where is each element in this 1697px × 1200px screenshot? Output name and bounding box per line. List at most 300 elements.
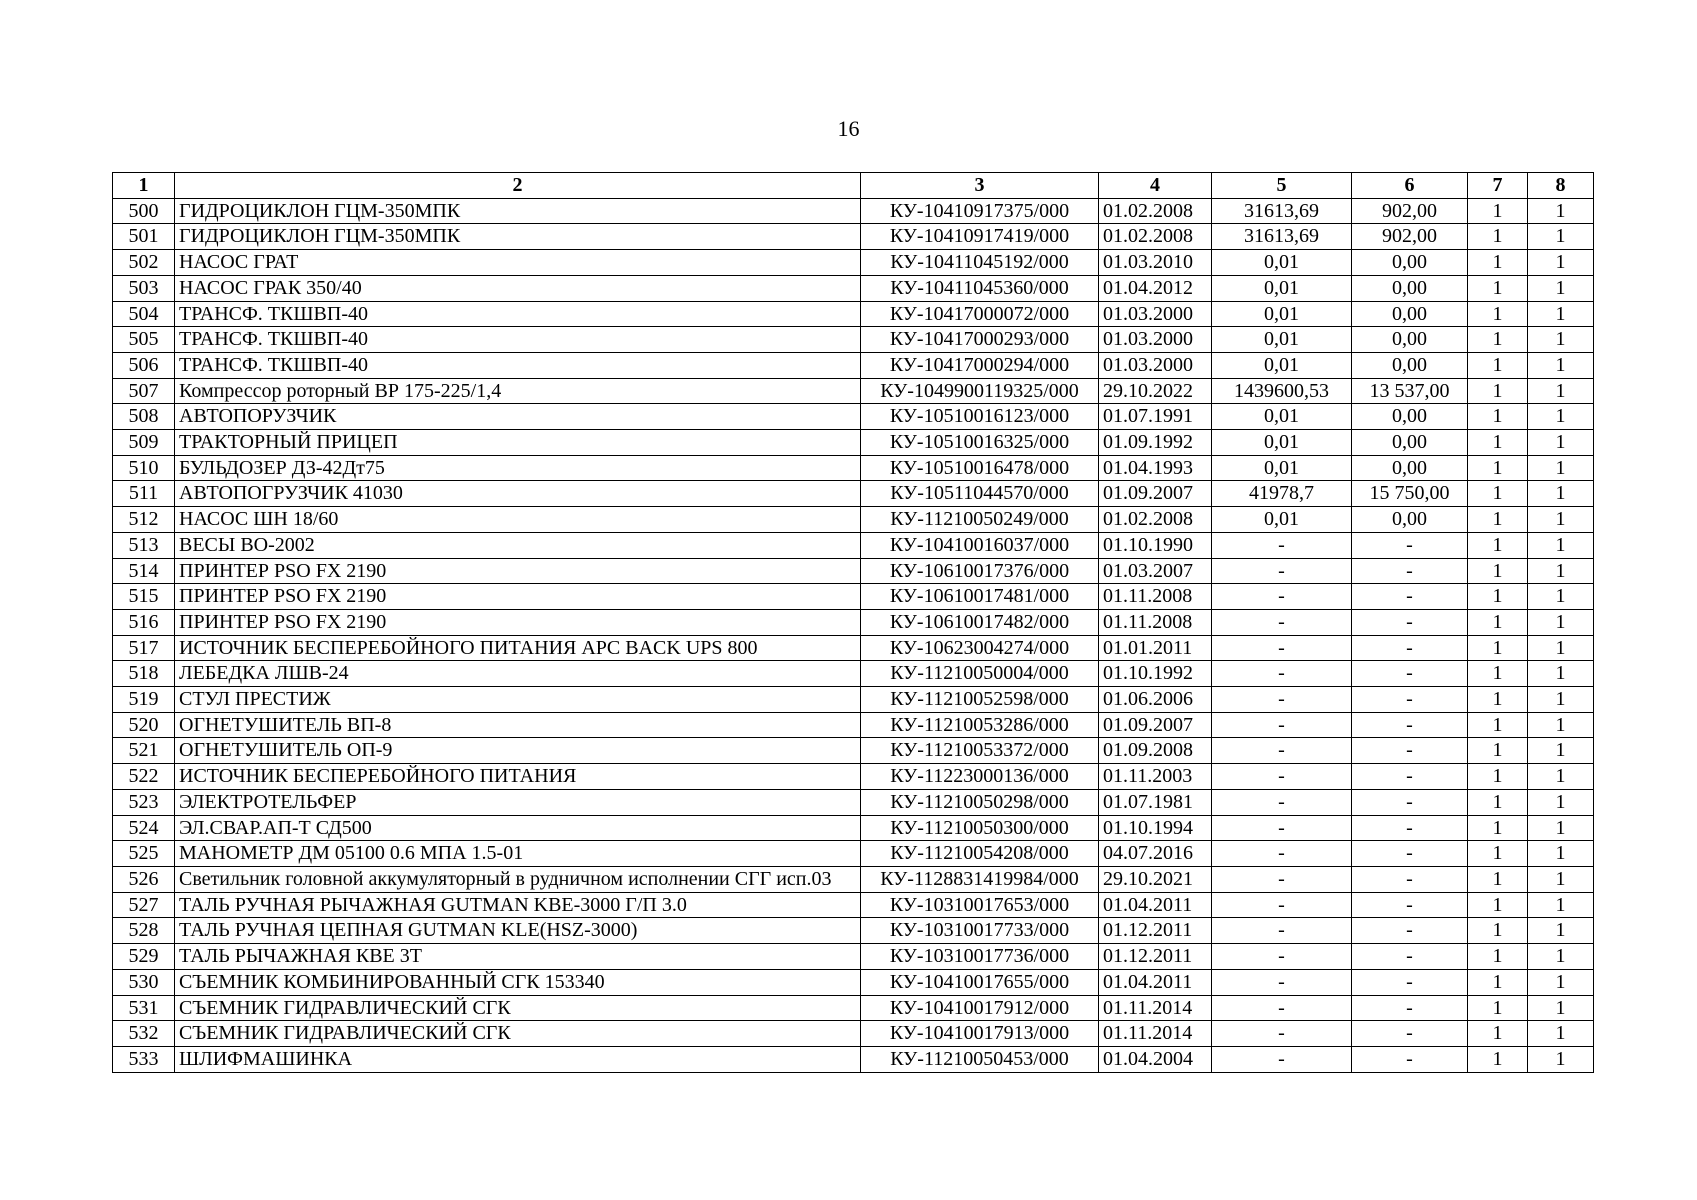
value-col-8: 1 [1528, 1021, 1594, 1047]
date: 01.09.1992 [1099, 430, 1212, 456]
inventory-code: КУ-10410016037/000 [861, 532, 1099, 558]
value-col-8: 1 [1528, 918, 1594, 944]
value-col-6: - [1352, 558, 1468, 584]
row-number: 501 [113, 224, 175, 250]
value-col-5: 1439600,53 [1212, 378, 1352, 404]
value-col-7: 1 [1468, 198, 1528, 224]
table-row [113, 789, 1594, 815]
value-col-7: 1 [1468, 918, 1528, 944]
value-col-8: 1 [1528, 224, 1594, 250]
value-col-6: - [1352, 1021, 1468, 1047]
table-row [113, 507, 1594, 533]
value-col-5: - [1212, 995, 1352, 1021]
header-col-1: 1 [113, 173, 175, 199]
row-number: 522 [113, 764, 175, 790]
value-col-7: 1 [1468, 609, 1528, 635]
value-col-6: 0,00 [1352, 455, 1468, 481]
date: 01.01.2011 [1099, 635, 1212, 661]
value-col-7: 1 [1468, 250, 1528, 276]
row-number: 525 [113, 841, 175, 867]
row-number: 530 [113, 969, 175, 995]
value-col-7: 1 [1468, 892, 1528, 918]
item-name: ЭЛ.СВАР.АП-Т СД500 [175, 815, 861, 841]
value-col-7: 1 [1468, 969, 1528, 995]
inventory-code: КУ-11210050298/000 [861, 789, 1099, 815]
inventory-code: КУ-10610017482/000 [861, 609, 1099, 635]
value-col-6: - [1352, 815, 1468, 841]
table-row [113, 301, 1594, 327]
value-col-6: - [1352, 995, 1468, 1021]
table-row [113, 918, 1594, 944]
row-number: 524 [113, 815, 175, 841]
value-col-5: - [1212, 712, 1352, 738]
value-col-7: 1 [1468, 532, 1528, 558]
value-col-7: 1 [1468, 815, 1528, 841]
date: 01.11.2014 [1099, 995, 1212, 1021]
row-number: 514 [113, 558, 175, 584]
item-name: Компрессор роторный ВР 175-225/1,4 [175, 378, 861, 404]
item-name: ВЕСЫ ВО-2002 [175, 532, 861, 558]
value-col-5: - [1212, 841, 1352, 867]
table-row [113, 841, 1594, 867]
table-row [113, 687, 1594, 713]
value-col-7: 1 [1468, 455, 1528, 481]
row-number: 531 [113, 995, 175, 1021]
value-col-5: - [1212, 918, 1352, 944]
date: 01.07.1991 [1099, 404, 1212, 430]
value-col-6: - [1352, 712, 1468, 738]
value-col-5: - [1212, 969, 1352, 995]
date: 01.10.1994 [1099, 815, 1212, 841]
value-col-8: 1 [1528, 198, 1594, 224]
inventory-code: КУ-10417000293/000 [861, 327, 1099, 353]
value-col-6: 902,00 [1352, 224, 1468, 250]
value-col-5: 0,01 [1212, 250, 1352, 276]
date: 01.04.2004 [1099, 1046, 1212, 1072]
value-col-7: 1 [1468, 404, 1528, 430]
row-number: 509 [113, 430, 175, 456]
item-name: АВТОПОРУЗЧИК [175, 404, 861, 430]
value-col-6: - [1352, 789, 1468, 815]
value-col-7: 1 [1468, 1021, 1528, 1047]
row-number: 527 [113, 892, 175, 918]
row-number: 510 [113, 455, 175, 481]
date: 01.11.2003 [1099, 764, 1212, 790]
date: 01.12.2011 [1099, 918, 1212, 944]
date: 01.04.2011 [1099, 969, 1212, 995]
item-name: ТРАНСФ. ТКШВП-40 [175, 352, 861, 378]
item-name: СТУЛ ПРЕСТИЖ [175, 687, 861, 713]
row-number: 515 [113, 584, 175, 610]
value-col-6: - [1352, 661, 1468, 687]
value-col-8: 1 [1528, 584, 1594, 610]
inventory-code: КУ-10410017912/000 [861, 995, 1099, 1021]
table-row [113, 969, 1594, 995]
value-col-5: 41978,7 [1212, 481, 1352, 507]
row-number: 516 [113, 609, 175, 635]
value-col-7: 1 [1468, 738, 1528, 764]
value-col-7: 1 [1468, 558, 1528, 584]
table-row [113, 430, 1594, 456]
value-col-6: 0,00 [1352, 327, 1468, 353]
value-col-7: 1 [1468, 301, 1528, 327]
value-col-5: 0,01 [1212, 327, 1352, 353]
value-col-6: 0,00 [1352, 404, 1468, 430]
value-col-5: 0,01 [1212, 507, 1352, 533]
inventory-code: КУ-10510016478/000 [861, 455, 1099, 481]
inventory-code: КУ-11210050453/000 [861, 1046, 1099, 1072]
value-col-6: 0,00 [1352, 301, 1468, 327]
inventory-code: КУ-10410017913/000 [861, 1021, 1099, 1047]
table-row [113, 584, 1594, 610]
value-col-5: - [1212, 764, 1352, 790]
table-row [113, 944, 1594, 970]
value-col-8: 1 [1528, 455, 1594, 481]
date: 01.11.2008 [1099, 609, 1212, 635]
value-col-6: - [1352, 609, 1468, 635]
value-col-6: - [1352, 764, 1468, 790]
value-col-6: 0,00 [1352, 275, 1468, 301]
value-col-5: - [1212, 1046, 1352, 1072]
value-col-5: - [1212, 944, 1352, 970]
row-number: 518 [113, 661, 175, 687]
header-col-7: 7 [1468, 173, 1528, 199]
table-row [113, 352, 1594, 378]
value-col-5: 0,01 [1212, 275, 1352, 301]
item-name: НАСОС ГРАТ [175, 250, 861, 276]
value-col-8: 1 [1528, 1046, 1594, 1072]
value-col-8: 1 [1528, 738, 1594, 764]
value-col-5: 0,01 [1212, 430, 1352, 456]
row-number: 504 [113, 301, 175, 327]
date: 01.03.2000 [1099, 352, 1212, 378]
table-row [113, 1046, 1594, 1072]
row-number: 520 [113, 712, 175, 738]
value-col-8: 1 [1528, 969, 1594, 995]
inventory-code: КУ-10623004274/000 [861, 635, 1099, 661]
value-col-7: 1 [1468, 764, 1528, 790]
date: 01.04.1993 [1099, 455, 1212, 481]
table-row [113, 250, 1594, 276]
value-col-5: - [1212, 532, 1352, 558]
inventory-code: КУ-10417000072/000 [861, 301, 1099, 327]
value-col-8: 1 [1528, 764, 1594, 790]
value-col-6: 0,00 [1352, 250, 1468, 276]
table-row [113, 404, 1594, 430]
item-name: ПРИНТЕР PSO FX 2190 [175, 584, 861, 610]
value-col-5: - [1212, 892, 1352, 918]
header-col-3: 3 [861, 173, 1099, 199]
date: 01.11.2008 [1099, 584, 1212, 610]
value-col-6: - [1352, 866, 1468, 892]
row-number: 529 [113, 944, 175, 970]
value-col-8: 1 [1528, 301, 1594, 327]
item-name: МАНОМЕТР ДМ 05100 0.6 МПА 1.5-01 [175, 841, 861, 867]
inventory-code: КУ-10417000294/000 [861, 352, 1099, 378]
table-row [113, 455, 1594, 481]
header-col-5: 5 [1212, 173, 1352, 199]
item-name: ОГНЕТУШИТЕЛЬ ОП-9 [175, 738, 861, 764]
inventory-code: КУ-11210050004/000 [861, 661, 1099, 687]
row-number: 502 [113, 250, 175, 276]
value-col-7: 1 [1468, 866, 1528, 892]
value-col-5: - [1212, 789, 1352, 815]
header-col-8: 8 [1528, 173, 1594, 199]
item-name: ИСТОЧНИК БЕСПЕРЕБОЙНОГО ПИТАНИЯ APC BACK UPS 800 [175, 635, 861, 661]
date: 04.07.2016 [1099, 841, 1212, 867]
value-col-7: 1 [1468, 789, 1528, 815]
inventory-code: КУ-10310017653/000 [861, 892, 1099, 918]
value-col-8: 1 [1528, 635, 1594, 661]
row-number: 517 [113, 635, 175, 661]
date: 01.03.2007 [1099, 558, 1212, 584]
header-col-2: 2 [175, 173, 861, 199]
date: 01.11.2014 [1099, 1021, 1212, 1047]
inventory-code: КУ-10411045360/000 [861, 275, 1099, 301]
table-row [113, 738, 1594, 764]
value-col-8: 1 [1528, 712, 1594, 738]
table-row [113, 712, 1594, 738]
value-col-5: - [1212, 738, 1352, 764]
value-col-8: 1 [1528, 250, 1594, 276]
item-name: ТАЛЬ РЫЧАЖНАЯ КВЕ 3Т [175, 944, 861, 970]
value-col-8: 1 [1528, 481, 1594, 507]
date: 01.09.2007 [1099, 712, 1212, 738]
value-col-5: 0,01 [1212, 404, 1352, 430]
date: 01.02.2008 [1099, 198, 1212, 224]
value-col-8: 1 [1528, 995, 1594, 1021]
value-col-6: - [1352, 892, 1468, 918]
value-col-8: 1 [1528, 275, 1594, 301]
item-name: СЪЕМНИК ГИДРАВЛИЧЕСКИЙ СГК [175, 995, 861, 1021]
item-name: НАСОС ШН 18/60 [175, 507, 861, 533]
date: 29.10.2022 [1099, 378, 1212, 404]
item-name: ГИДРОЦИКЛОН ГЦМ-350МПК [175, 224, 861, 250]
row-number: 507 [113, 378, 175, 404]
inventory-code: КУ-11210053372/000 [861, 738, 1099, 764]
value-col-8: 1 [1528, 892, 1594, 918]
inventory-code: КУ-11210050300/000 [861, 815, 1099, 841]
inventory-code: КУ-10310017736/000 [861, 944, 1099, 970]
date: 01.12.2011 [1099, 944, 1212, 970]
inventory-code: КУ-10410017655/000 [861, 969, 1099, 995]
item-name: ТРАНСФ. ТКШВП-40 [175, 327, 861, 353]
value-col-8: 1 [1528, 532, 1594, 558]
table-row [113, 764, 1594, 790]
inventory-code: КУ-10410917375/000 [861, 198, 1099, 224]
value-col-6: - [1352, 532, 1468, 558]
item-name: ПРИНТЕР PSO FX 2190 [175, 558, 861, 584]
value-col-7: 1 [1468, 687, 1528, 713]
value-col-8: 1 [1528, 841, 1594, 867]
value-col-6: 0,00 [1352, 507, 1468, 533]
value-col-7: 1 [1468, 995, 1528, 1021]
value-col-7: 1 [1468, 224, 1528, 250]
item-name: ТАЛЬ РУЧНАЯ РЫЧАЖНАЯ GUTMAN KBE-3000 Г/П 3.0 [175, 892, 861, 918]
inventory-code: КУ-10610017481/000 [861, 584, 1099, 610]
value-col-8: 1 [1528, 687, 1594, 713]
header-col-4: 4 [1099, 173, 1212, 199]
value-col-6: - [1352, 584, 1468, 610]
row-number: 533 [113, 1046, 175, 1072]
table-row [113, 378, 1594, 404]
value-col-5: - [1212, 1021, 1352, 1047]
value-col-8: 1 [1528, 815, 1594, 841]
row-number: 500 [113, 198, 175, 224]
row-number: 506 [113, 352, 175, 378]
inventory-code: КУ-11223000136/000 [861, 764, 1099, 790]
row-number: 526 [113, 866, 175, 892]
value-col-8: 1 [1528, 507, 1594, 533]
value-col-8: 1 [1528, 609, 1594, 635]
value-col-8: 1 [1528, 378, 1594, 404]
date: 01.09.2008 [1099, 738, 1212, 764]
date: 01.06.2006 [1099, 687, 1212, 713]
value-col-6: - [1352, 841, 1468, 867]
value-col-6: 15 750,00 [1352, 481, 1468, 507]
inventory-code: КУ-10610017376/000 [861, 558, 1099, 584]
item-name: ЛЕБЕДКА ЛШВ-24 [175, 661, 861, 687]
value-col-7: 1 [1468, 841, 1528, 867]
value-col-8: 1 [1528, 430, 1594, 456]
value-col-7: 1 [1468, 661, 1528, 687]
header-col-6: 6 [1352, 173, 1468, 199]
table-row [113, 892, 1594, 918]
value-col-7: 1 [1468, 584, 1528, 610]
value-col-7: 1 [1468, 712, 1528, 738]
inventory-code: КУ-1128831419984/000 [861, 866, 1099, 892]
date: 01.03.2000 [1099, 327, 1212, 353]
table-row [113, 1021, 1594, 1047]
row-number: 505 [113, 327, 175, 353]
value-col-5: - [1212, 584, 1352, 610]
value-col-8: 1 [1528, 661, 1594, 687]
value-col-6: 0,00 [1352, 430, 1468, 456]
table-row [113, 481, 1594, 507]
value-col-6: - [1352, 969, 1468, 995]
value-col-6: - [1352, 944, 1468, 970]
value-col-5: - [1212, 661, 1352, 687]
item-name: БУЛЬДОЗЕР ДЗ-42Дт75 [175, 455, 861, 481]
value-col-7: 1 [1468, 352, 1528, 378]
value-col-6: - [1352, 738, 1468, 764]
value-col-5: 0,01 [1212, 301, 1352, 327]
value-col-5: 0,01 [1212, 455, 1352, 481]
item-name: ПРИНТЕР PSO FX 2190 [175, 609, 861, 635]
inventory-code: КУ-10510016123/000 [861, 404, 1099, 430]
date: 01.02.2008 [1099, 224, 1212, 250]
item-name: АВТОПОГРУЗЧИК 41030 [175, 481, 861, 507]
item-name: ОГНЕТУШИТЕЛЬ ВП-8 [175, 712, 861, 738]
value-col-8: 1 [1528, 404, 1594, 430]
value-col-7: 1 [1468, 378, 1528, 404]
inventory-code: КУ-11210053286/000 [861, 712, 1099, 738]
table-row [113, 995, 1594, 1021]
table-row [113, 275, 1594, 301]
table-row [113, 224, 1594, 250]
table-row [113, 609, 1594, 635]
item-name: СЪЕМНИК ГИДРАВЛИЧЕСКИЙ СГК [175, 1021, 861, 1047]
row-number: 512 [113, 507, 175, 533]
value-col-8: 1 [1528, 789, 1594, 815]
date: 01.09.2007 [1099, 481, 1212, 507]
item-name: СЪЕМНИК КОМБИНИРОВАННЫЙ СГК 153340 [175, 969, 861, 995]
row-number: 519 [113, 687, 175, 713]
value-col-8: 1 [1528, 558, 1594, 584]
table-row [113, 198, 1594, 224]
row-number: 521 [113, 738, 175, 764]
item-name: ТРАНСФ. ТКШВП-40 [175, 301, 861, 327]
value-col-7: 1 [1468, 275, 1528, 301]
item-name: ШЛИФМАШИНКА [175, 1046, 861, 1072]
value-col-5: 31613,69 [1212, 198, 1352, 224]
value-col-8: 1 [1528, 866, 1594, 892]
value-col-7: 1 [1468, 507, 1528, 533]
value-col-5: - [1212, 815, 1352, 841]
value-col-7: 1 [1468, 1046, 1528, 1072]
item-name: ТАЛЬ РУЧНАЯ ЦЕПНАЯ GUTMAN KLE(HSZ-3000) [175, 918, 861, 944]
value-col-8: 1 [1528, 327, 1594, 353]
item-name: ИСТОЧНИК БЕСПЕРЕБОЙНОГО ПИТАНИЯ [175, 764, 861, 790]
inventory-code: КУ-1049900119325/000 [861, 378, 1099, 404]
item-name: НАСОС ГРАК 350/40 [175, 275, 861, 301]
value-col-6: 902,00 [1352, 198, 1468, 224]
value-col-7: 1 [1468, 481, 1528, 507]
value-col-6: - [1352, 918, 1468, 944]
value-col-5: - [1212, 866, 1352, 892]
inventory-table [112, 172, 1594, 1073]
page-number: 16 [837, 116, 860, 141]
table-row [113, 661, 1594, 687]
date: 01.03.2000 [1099, 301, 1212, 327]
value-col-6: 0,00 [1352, 352, 1468, 378]
table-row [113, 532, 1594, 558]
date: 01.03.2010 [1099, 250, 1212, 276]
inventory-code: КУ-10511044570/000 [861, 481, 1099, 507]
inventory-code: КУ-11210052598/000 [861, 687, 1099, 713]
table-row [113, 558, 1594, 584]
date: 01.02.2008 [1099, 507, 1212, 533]
row-number: 528 [113, 918, 175, 944]
value-col-6: - [1352, 687, 1468, 713]
item-name: ЭЛЕКТРОТЕЛЬФЕР [175, 789, 861, 815]
date: 01.07.1981 [1099, 789, 1212, 815]
value-col-5: 0,01 [1212, 352, 1352, 378]
inventory-code: КУ-11210054208/000 [861, 841, 1099, 867]
header-row [113, 173, 1594, 199]
date: 01.04.2012 [1099, 275, 1212, 301]
value-col-8: 1 [1528, 352, 1594, 378]
table-row [113, 815, 1594, 841]
value-col-5: - [1212, 558, 1352, 584]
row-number: 503 [113, 275, 175, 301]
table-row [113, 635, 1594, 661]
value-col-5: - [1212, 609, 1352, 635]
value-col-5: 31613,69 [1212, 224, 1352, 250]
inventory-code: КУ-10410917419/000 [861, 224, 1099, 250]
date: 01.10.1990 [1099, 532, 1212, 558]
row-number: 508 [113, 404, 175, 430]
value-col-6: - [1352, 1046, 1468, 1072]
row-number: 513 [113, 532, 175, 558]
inventory-code: КУ-10510016325/000 [861, 430, 1099, 456]
row-number: 523 [113, 789, 175, 815]
value-col-8: 1 [1528, 944, 1594, 970]
item-name: ТРАКТОРНЫЙ ПРИЦЕП [175, 430, 861, 456]
value-col-6: - [1352, 635, 1468, 661]
inventory-code: КУ-10310017733/000 [861, 918, 1099, 944]
value-col-5: - [1212, 635, 1352, 661]
